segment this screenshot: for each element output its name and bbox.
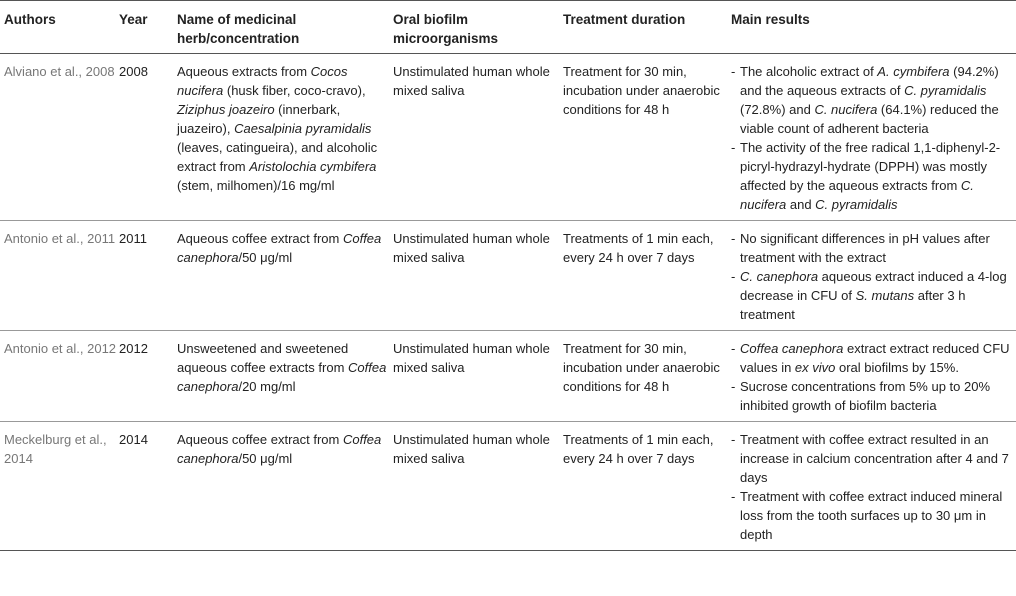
text-run: Treatment with coffee extract induced mineral loss from the tooth surfaces up to 30 μm in depth bbox=[740, 489, 1003, 542]
cell-results bbox=[731, 422, 1016, 551]
header-herb bbox=[177, 1, 393, 54]
italic-text: Caesalpinia pyramidalis bbox=[234, 121, 372, 136]
result-text bbox=[740, 377, 1016, 415]
italic-text: A. cymbifera bbox=[877, 64, 950, 79]
text-run: Unsweetened and sweetened aqueous coffee extracts from bbox=[177, 341, 349, 375]
header-authors: Authors bbox=[0, 1, 119, 54]
result-item bbox=[731, 339, 1016, 377]
italic-text: S. mutans bbox=[855, 288, 915, 303]
result-item bbox=[731, 267, 1016, 324]
text-run: (94.2%) and the aqueous extracts of bbox=[740, 64, 999, 98]
header-microorganisms bbox=[393, 1, 563, 54]
result-item bbox=[731, 138, 1016, 214]
result-item bbox=[731, 377, 1016, 415]
result-item bbox=[731, 62, 1016, 138]
italic-text: Ziziphus joazeiro bbox=[177, 102, 275, 117]
cell-year: 2012 bbox=[119, 331, 177, 422]
text-run: /20 mg/ml bbox=[238, 379, 296, 394]
header-micro-line1: Oral biofilm bbox=[393, 12, 469, 27]
italic-text: C. nucifera bbox=[740, 178, 974, 212]
cell-author: Antonio et al., 2012 bbox=[0, 331, 119, 422]
result-text bbox=[740, 339, 1016, 377]
text-run: aqueous extract induced a 4-log decrease in CFU of bbox=[740, 269, 1007, 303]
bullet-dash: - bbox=[731, 379, 736, 394]
cell-duration: Treatment for 30 min, incubation under anaerobic conditions for 48 h bbox=[563, 331, 731, 422]
italic-text: C. pyramidalis bbox=[904, 83, 987, 98]
italic-text: Aristolochia cymbifera bbox=[249, 159, 377, 174]
header-year: Year bbox=[119, 1, 177, 54]
result-item bbox=[731, 229, 1016, 267]
header-duration: Treatment duration bbox=[563, 1, 731, 54]
italic-text: ex vivo bbox=[794, 360, 836, 375]
cell-microorganisms: Unstimulated human whole mixed saliva bbox=[393, 54, 563, 221]
text-run: oral biofilms by 15%. bbox=[835, 360, 959, 375]
text-run: Aqueous coffee extract from bbox=[177, 231, 343, 246]
result-text bbox=[740, 229, 1016, 267]
cell-herb bbox=[177, 331, 393, 422]
text-run: and bbox=[786, 197, 816, 212]
header-herb-line2: herb/concentration bbox=[177, 31, 300, 46]
cell-microorganisms: Unstimulated human whole mixed saliva bbox=[393, 422, 563, 551]
text-run: /50 μg/ml bbox=[238, 451, 293, 466]
result-text bbox=[740, 267, 1016, 324]
italic-text: Coffea canephora bbox=[177, 360, 387, 394]
table-row bbox=[0, 422, 1016, 551]
cell-author: Antonio et al., 2011 bbox=[0, 221, 119, 331]
bullet-dash: - bbox=[731, 432, 736, 447]
bullet-dash: - bbox=[731, 231, 736, 246]
cell-herb bbox=[177, 422, 393, 551]
cell-microorganisms: Unstimulated human whole mixed saliva bbox=[393, 221, 563, 331]
bullet-dash: - bbox=[731, 140, 736, 155]
bullet-dash: - bbox=[731, 64, 736, 79]
header-micro-line2: microorganisms bbox=[393, 31, 499, 46]
text-run: after 3 h treatment bbox=[740, 288, 966, 322]
table-row bbox=[0, 331, 1016, 422]
cell-microorganisms: Unstimulated human whole mixed saliva bbox=[393, 331, 563, 422]
cell-duration: Treatments of 1 min each, every 24 h over 7 days bbox=[563, 221, 731, 331]
text-run: Sucrose concentrations from 5% up to 20% inhibited growth of biofilm bacteria bbox=[740, 379, 991, 413]
cell-year: 2011 bbox=[119, 221, 177, 331]
text-run: (64.1%) reduced the viable count of adherent bacteria bbox=[740, 102, 999, 136]
table-row bbox=[0, 54, 1016, 221]
text-run: Aqueous coffee extract from bbox=[177, 432, 343, 447]
text-run: (72.8%) and bbox=[740, 102, 815, 117]
text-run: The alcoholic extract of bbox=[740, 64, 878, 79]
cell-herb bbox=[177, 221, 393, 331]
text-run: The activity of the free radical 1,1-diphenyl-2-picryl-hydrazyl-hydrate (DPPH) was mostly affected by the aqueous extracts from bbox=[740, 140, 1001, 193]
result-item bbox=[731, 430, 1016, 487]
cell-year: 2014 bbox=[119, 422, 177, 551]
result-text bbox=[740, 430, 1016, 487]
cell-herb bbox=[177, 54, 393, 221]
text-run: /50 μg/ml bbox=[238, 250, 293, 265]
table-row bbox=[0, 221, 1016, 331]
text-run: Treatment with coffee extract resulted in an increase in calcium concentration after 4 and 7 days bbox=[740, 432, 1009, 485]
cell-author: Meckelburg et al., 2014 bbox=[0, 422, 119, 551]
bullet-dash: - bbox=[731, 489, 736, 504]
result-text bbox=[740, 138, 1016, 214]
cell-results bbox=[731, 331, 1016, 422]
result-item bbox=[731, 487, 1016, 544]
cell-year: 2008 bbox=[119, 54, 177, 221]
bullet-dash: - bbox=[731, 341, 736, 356]
italic-text: Coffea canephora bbox=[177, 231, 382, 265]
header-row bbox=[0, 1, 1016, 54]
result-text bbox=[740, 62, 1016, 138]
cell-duration: Treatments of 1 min each, every 24 h over 7 days bbox=[563, 422, 731, 551]
italic-text: Cocos nucifera bbox=[177, 64, 348, 98]
cell-duration: Treatment for 30 min, incubation under anaerobic conditions for 48 h bbox=[563, 54, 731, 221]
italic-text: Coffea canephora bbox=[740, 341, 844, 356]
bullet-dash: - bbox=[731, 269, 736, 284]
cell-author: Alviano et al., 2008 bbox=[0, 54, 119, 221]
italic-text: Coffea canephora bbox=[177, 432, 382, 466]
italic-text: C. pyramidalis bbox=[815, 197, 898, 212]
text-run: No significant differences in pH values after treatment with the extract bbox=[740, 231, 990, 265]
header-results: Main results bbox=[731, 1, 1016, 54]
text-run: (husk fiber, coco-cravo), bbox=[223, 83, 366, 98]
header-herb-line1: Name of medicinal bbox=[177, 12, 297, 27]
text-run: Aqueous extracts from bbox=[177, 64, 311, 79]
cell-results bbox=[731, 54, 1016, 221]
text-run: (leaves, catingueira), and alcoholic extract from bbox=[177, 140, 378, 174]
cell-results bbox=[731, 221, 1016, 331]
text-run: (innerbark, juazeiro), bbox=[177, 102, 341, 136]
italic-text: C. canephora bbox=[740, 269, 819, 284]
result-text bbox=[740, 487, 1016, 544]
italic-text: C. nucifera bbox=[814, 102, 878, 117]
text-run: extract extract reduced CFU values in bbox=[740, 341, 1010, 375]
text-run: (stem, milhomen)/16 mg/ml bbox=[177, 178, 335, 193]
